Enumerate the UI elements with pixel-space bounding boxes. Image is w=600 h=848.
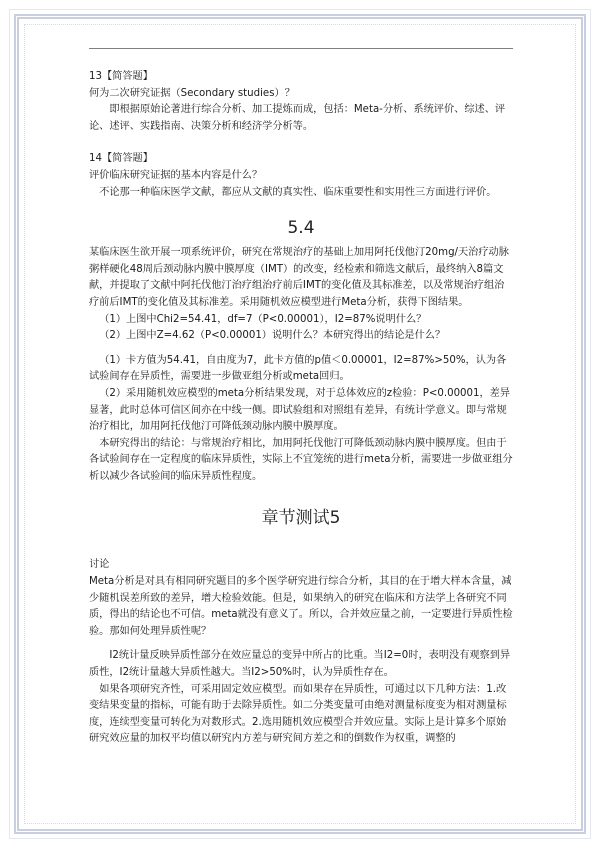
q13-question: 何为二次研究证据（Secondary studies）？ — [89, 87, 295, 99]
q14-question: 评价临床研究证据的基本内容是什么？ — [89, 169, 263, 181]
q13-label: 13【简答题】 — [89, 71, 153, 82]
q14-answer: 不论那一种临床医学文献，都应从文献的真实性、临床重要性和实用性三方面进行评价。 — [99, 186, 497, 198]
discussion-label: 讨论 — [89, 559, 110, 571]
case-question-2: （2）上图中Z=4.62（P<0.00001）说明什么？本研究得出的结论是什么？ — [99, 330, 446, 342]
case-intro: 某临床医生欲开展一项系统评价，研究在常规治疗的基础上加用阿托伐他汀20mg/天治疗动脉粥样硬化48周后颈动脉内膜中膜厚度（IMT）的改变，经检索和筛选文献后，最终纳入8篇文献，并提取了文献中阿托伐他汀治疗组治疗前后IMT的变化值及其标准差，以及常规治疗组治疗前后IMT的变化值及其标准差。采用随机效应模型进行Meta分析，获得下图结果。 — [89, 247, 509, 308]
discussion-text: Meta分析是对具有相同研究题目的多个医学研究进行综合分析，其目的在于增大样本含量，减少随机误差所致的差异，增大检验效能。但是，如果纳入的研究在临床和方法学上各研究不同质，得出的结论也不可信。meta就没有意义了。所以，合并效应量之前，一定要进行异质性检验。那如何处理异质性呢？ — [89, 576, 513, 637]
case-answer-2: （2）采用随机效应模型的meta分析结果发现，对于总体效应的z检验：P<0.00001，差异显著，此时总体可信区间亦在中线一侧。即试验组和对照组有差异，有统计学意义。即与常规治疗相比，加用阿托伐他汀可降低颈动脉内膜中膜厚度。 — [89, 387, 511, 433]
q14-label: 14【简答题】 — [89, 153, 153, 165]
methods-paragraph: 如果各项研究齐性，可采用固定效应模型。而如果存在异质性，可通过以下几种方法：1.改变结果变量的指标，可能有助于去除异质性。如二分类变量可由绝对测量标度变为相对测量标度，连续型变量可转化为对数形式。2.选用随机效应模型合并效应量。实际上是计算多个原始研究效应量的加权平均值以研究内方差与研究间方差之和的倒数作为权重，调整的 — [89, 683, 507, 745]
page-content — [89, 48, 513, 748]
case-answer-1: （1）卡方值为54.41，自由度为7，此卡方值的p值＜0.00001，I2=87%>50%，认为各试验间存在异质性，需要进一步做亚组分析或meta回归。 — [89, 354, 507, 383]
case-question-1: （1）上图中Chi2=54.41，df=7（P<0.00001），I2=87%说明什么？ — [99, 313, 427, 325]
q13-answer: 即根据原始论著进行综合分析、加工提炼而成，包括：Meta-分析、系统评价、综述、评论、述评、实践指南、决策分析和经济学分析等。 — [89, 104, 506, 132]
section-heading-5-4: 5.4 — [287, 218, 315, 239]
case-conclusion: 本研究得出的结论：与常规治疗相比，加用阿托伐他汀可降低颈动脉内膜中膜厚度。但由于各试验间存在一定程度的临床异质性，实际上不宜笼统的进行meta分析，需要进一步做亚组分析以减少各试验间的临床异质性程度。 — [89, 437, 513, 482]
header-rule — [89, 48, 513, 49]
i2-paragraph: I2统计量反映异质性部分在效应量总的变异中所占的比重。当I2=0时，表明没有观察到异质性，I2统计量越大异质性越大。当I2>50%时，认为异质性存在。 — [89, 650, 511, 679]
chapter-test-heading: 章节测试5 — [261, 508, 341, 529]
